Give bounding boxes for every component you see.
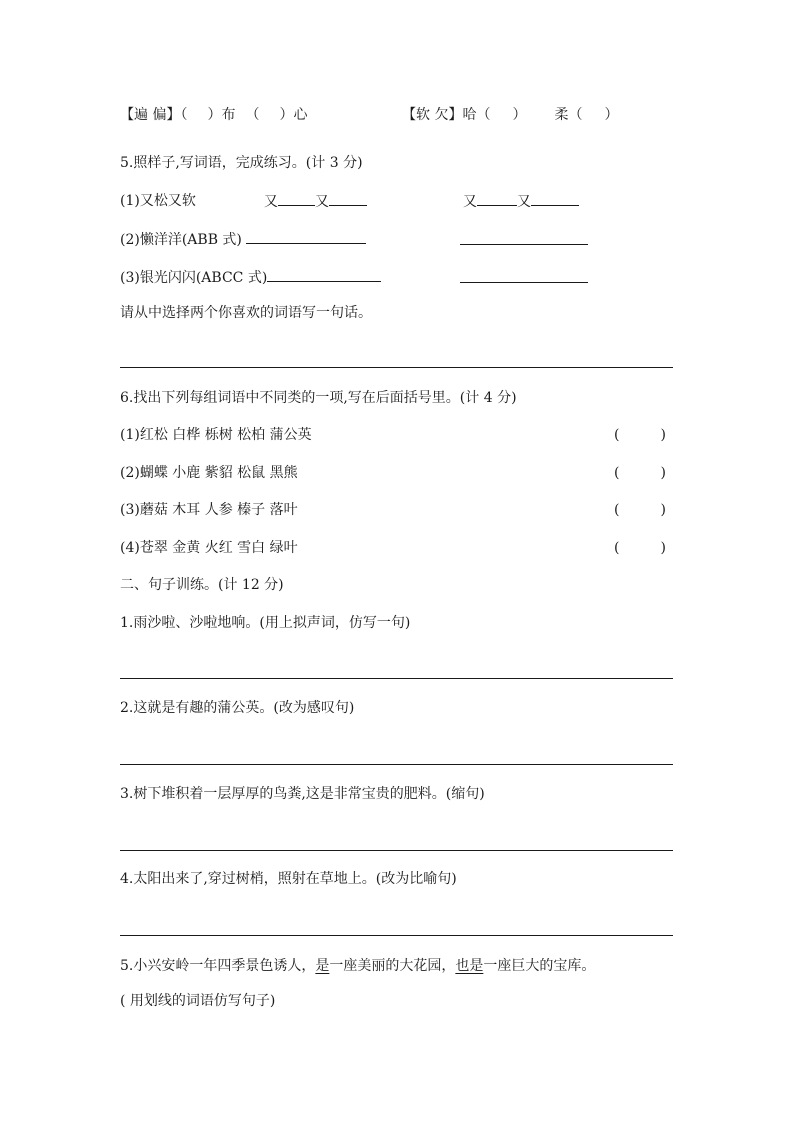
s2-q5: 5.小兴安岭一年四季景色诱人，是一座美丽的大花园，也是一座巨大的宝库。 [120,958,596,974]
answer-parentheses[interactable]: ( ) [614,427,666,443]
q5-row1-answer-a[interactable]: 又 又 [264,191,367,212]
s2-q1: 1.雨沙啦、沙啦地响。(用上拟声词，仿写一句) [120,615,411,631]
q6-item: (3)蘑菇 木耳 人参 榛子 落叶 [120,502,298,518]
answer-parentheses[interactable]: ( ) [614,502,666,518]
underlined-word: 是 [315,958,330,974]
underlined-word: 也是 [455,958,484,974]
q5-row3-example: (3)银光闪闪(ABCC 式) [120,267,381,288]
q5-row1-answer-b[interactable]: 又 又 [463,191,579,212]
q6-title: 6.找出下列每组词语中不同类的一项,写在后面括号里。(计 4 分) [120,390,517,406]
q5-title: 5.照样子,写词语，完成练习。(计 3 分) [120,155,363,171]
q5-row2-example: (2)懒洋洋(ABB 式) [120,229,366,250]
q6-item: (1)红松 白桦 栎树 松柏 蒲公英 [120,427,312,443]
q5-instruction: 请从中选择两个你喜欢的词语写一句话。 [120,305,372,321]
section2-title: 二、句子训练。(计 12 分) [120,577,284,593]
q6-item: (4)苍翠 金黄 火红 雪白 绿叶 [120,540,298,556]
answer-line[interactable] [120,935,673,936]
s2-q3: 3.树下堆积着一层厚厚的鸟粪,这是非常宝贵的肥料。(缩句) [120,786,485,802]
answer-line[interactable] [120,850,673,851]
word-choice-row-right: 【软 欠】哈（ ） 柔（ ） [402,107,619,123]
q5-row1-example: (1)又松又软 [120,193,196,209]
s2-q5-note: ( 用划线的词语仿写句子) [120,993,276,1009]
group-label-bian-pian: 【遍 偏】 [120,107,181,123]
answer-blank[interactable] [329,191,367,206]
answer-line[interactable] [120,367,673,368]
answer-blank[interactable] [477,191,517,206]
s2-q2: 2.这就是有趣的蒲公英。(改为感叹句) [120,700,355,716]
answer-blank[interactable] [531,191,579,206]
answer-blank[interactable] [460,268,588,283]
answer-parentheses[interactable]: ( ) [614,465,666,481]
s2-q4: 4.太阳出来了,穿过树梢，照射在草地上。(改为比喻句) [120,871,457,887]
word-choice-row: 【遍 偏】（ ）布 （ ）心 [120,107,308,123]
answer-line[interactable] [120,764,673,765]
answer-parentheses[interactable]: ( ) [614,540,666,556]
answer-blank[interactable] [278,191,315,206]
q6-item: (2)蝴蝶 小鹿 紫貂 松鼠 黑熊 [120,465,298,481]
group-label-ruan-qian: 【软 欠】 [402,107,463,123]
answer-blank[interactable] [246,229,366,244]
answer-blank[interactable] [267,267,381,282]
answer-line[interactable] [120,678,673,679]
answer-blank[interactable] [460,230,588,245]
